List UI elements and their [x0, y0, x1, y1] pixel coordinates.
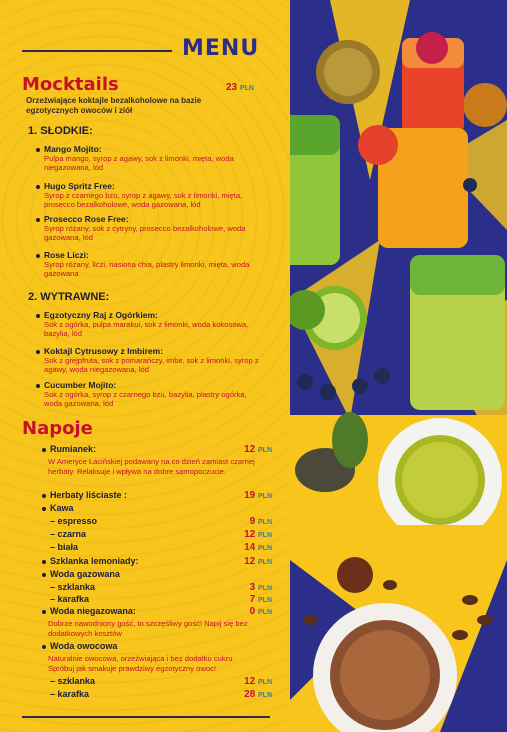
anise-icon	[337, 557, 373, 593]
sub-row-biala: – biała 14 PLN	[50, 542, 272, 553]
sub-row-espresso: – espresso 9 PLN	[50, 516, 272, 527]
sub-row-owocowa-karafka: – karafka 28 PLN	[50, 689, 272, 700]
niegazowana-note: Dobrze nawodniony gość, to szczęśliwy gość! Napij się bez dodatkowych kosztów	[48, 619, 248, 638]
photo-panel	[290, 0, 507, 732]
list-item: Hugo Spritz Free: Syrop z czarnego bzu, syrop z agawy, sok z limonki, mięta, prosecco bezalkoholowe, woda gazowana, lód	[36, 181, 261, 210]
dry-section-title: 2. WYTRAWNE:	[28, 291, 110, 303]
drink-row-owocowa: Woda owocowa	[42, 641, 272, 653]
mocktails-price: 23 PLN	[226, 82, 254, 93]
mocktails-title: Mocktails	[22, 74, 119, 95]
sub-row-gazowana-szklanka: – szklanka 3 PLN	[50, 582, 272, 593]
drink-row-gazowana: Woda gazowana	[42, 569, 272, 581]
sweet-section-title: 1. SŁODKIE:	[28, 125, 93, 137]
page-title: MENU	[182, 36, 260, 61]
list-item: Cucumber Mojito: Sok z ogórka, syrop z czarnego bzu, bazylia, plastry ogórka, woda gazowana, lód	[36, 380, 261, 409]
sub-row-owocowa-szklanka: – szklanka 12 PLN	[50, 676, 272, 687]
orange-icon	[463, 83, 507, 127]
owocowa-note: Naturalnie owocowa, orzeźwiająca i bez dodatku cukru. Spróbuj jak smakuje prawdziwy egzotyczny owoc!	[48, 654, 235, 673]
list-item: Prosecco Rose Free: Syrop różany, sok z cytryny, prosecco bezalkoholowe, woda gazowana, lód	[36, 214, 261, 243]
list-item: Koktajl Cytrusowy z Imbirem: Sok z grejpfruta, sok z pomarańczy, imbir, sok z limonki, syrop z agawy, woda niegazowana, lód	[36, 346, 261, 375]
drink-row-niegazowana: Woda niegazowana: 0 PLN	[42, 606, 272, 618]
rumianek-note: W Ameryce Łacińskiej podawany na co dzień zamiast czarnej herbaty. Relaksuje i wpływa na dobre samopoczucie.	[48, 457, 255, 476]
list-item: Mango Mojito: Pulpa mango, syrop z agawy, sok z limonki, mięta, woda niegazowana, lód	[36, 144, 261, 173]
list-item: Egzotyczny Raj z Ogórkiem: Sok z ogórka, pulpa marakui, sok z limonki, woda kokosowa, bazylia, lód	[36, 310, 261, 339]
drink-row-herbaty: Herbaty liściaste : 19 PLN	[42, 490, 272, 502]
napoje-title: Napoje	[22, 418, 93, 439]
mocktails-intro: Orzeźwiające koktajle bezalkoholowe na bazie egzotycznych owoców i ziół	[26, 96, 202, 115]
drink-row-kawa: Kawa	[42, 503, 272, 515]
drink-row-rumianek: Rumianek: 12 PLN	[42, 444, 272, 456]
blueberry-icon	[297, 374, 313, 390]
list-item: Rose Liczi: Syrop różany, liczi, nasiona chia, plastry limonki, mięta, woda gazowana	[36, 250, 261, 279]
footer-divider	[22, 716, 270, 718]
sub-row-czarna: – czarna 12 PLN	[50, 529, 272, 540]
drink-row-lemoniady: Szklanka lemoniady: 12 PLN	[42, 556, 272, 568]
sub-row-gazowana-karafka: – karafka 7 PLN	[50, 594, 272, 605]
